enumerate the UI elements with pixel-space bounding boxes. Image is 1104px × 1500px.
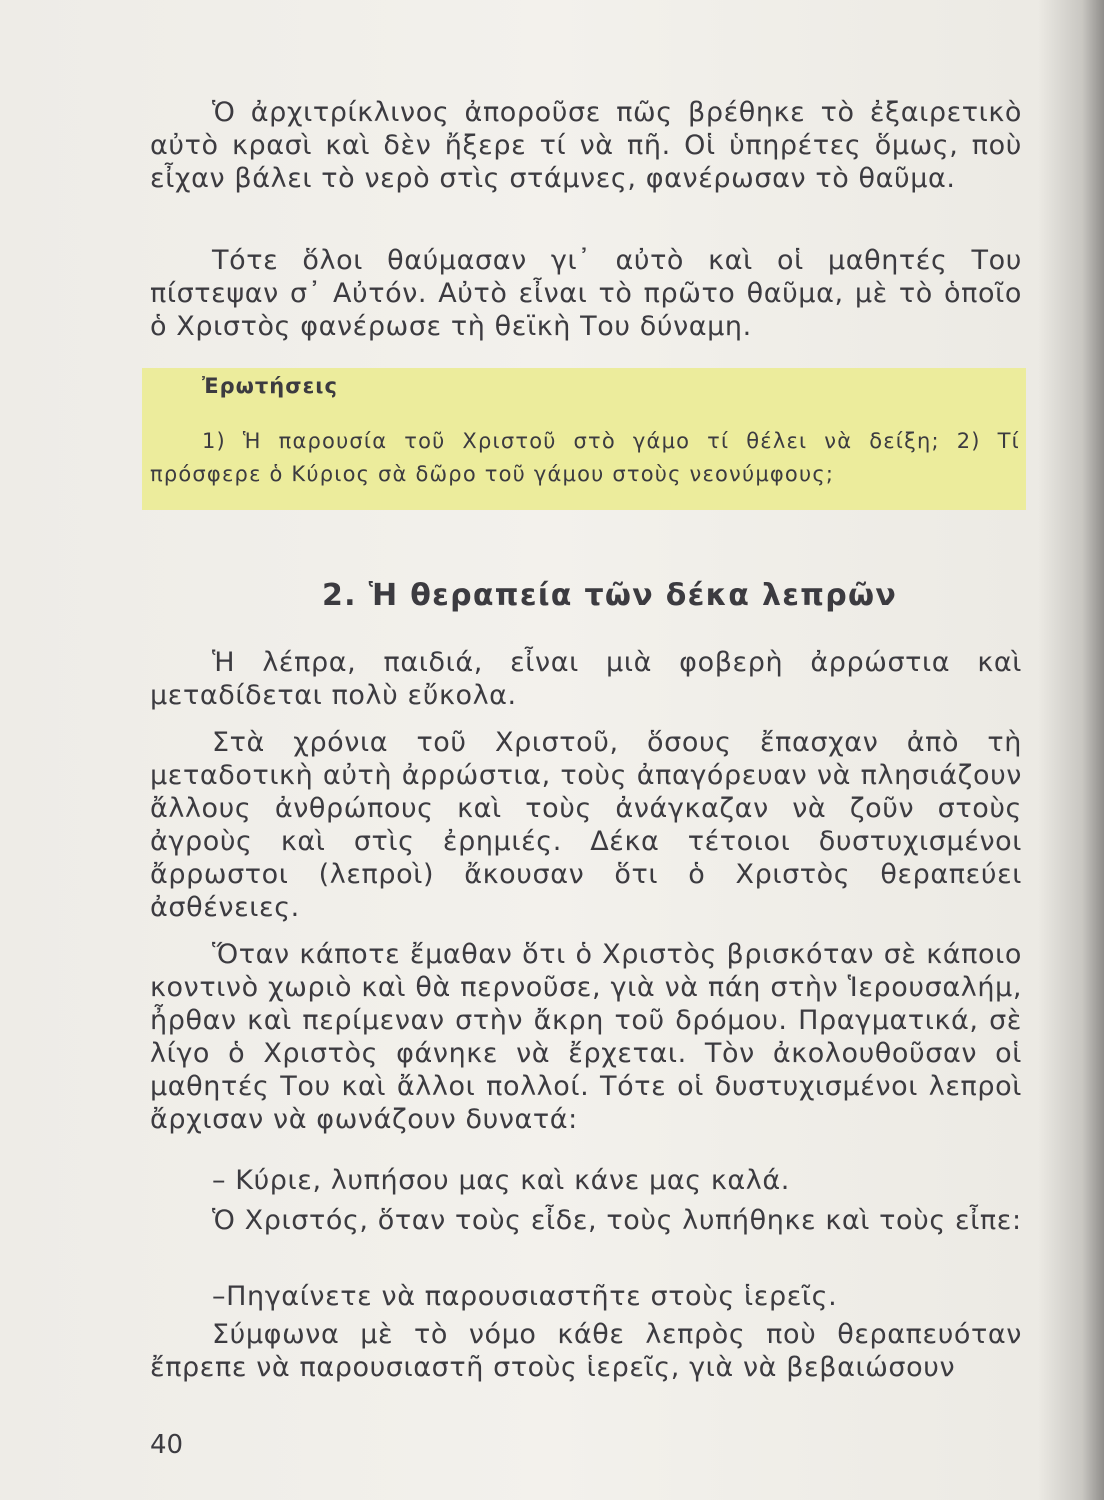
paragraph-lepers-waited: Ὅταν κάποτε ἔμαθαν ὅτι ὁ Χριστὸς βρισκόταν σὲ κάποιο κοντινὸ χωριὸ καὶ θὰ περνοῦσε, γιὰ νὰ πάη στὴν Ἱερουσαλήμ, ἦρθαν καὶ περίμεναν στὴν ἄκρη τοῦ δρόμου. Πραγματικά, σὲ λίγο ὁ Χριστὸς φάνηκε νὰ ἔρχεται. Τὸν ἀκολουθοῦσαν οἱ μαθητές Του καὶ ἄλλοι πολλοί. Τότε οἱ δυστυχισμένοι λεπροὶ ἄρχισαν νὰ φωνάζουν δυνατά:	[150, 939, 1022, 1135]
paragraph-law-of-lepers: Σύμφωνα μὲ τὸ νόμο κάθε λεπρὸς ποὺ θεραπευόταν ἔπρεπε νὰ παρουσιαστῆ στοὺς ἱερεῖς, γιὰ νὰ βεβαιώσουν	[150, 1319, 1022, 1383]
paragraph-leprosy-intro: Ἡ λέπρα, παιδιά, εἶναι μιὰ φοβερὴ ἀρρώστια καὶ μεταδίδεται πολὺ εὔκολα.	[150, 647, 1022, 711]
paragraph-go-to-priests: –Πηγαίνετε νὰ παρουσιαστῆτε στοὺς ἱερεῖς.	[212, 1281, 838, 1312]
questions-text: 1) Ἡ παρουσία τοῦ Χριστοῦ στὸ γάμο τί θέλει νὰ δείξη; 2) Τί πρόσφερε ὁ Κύριος σὰ δῶρο τοῦ γάμου στοὺς νεονύμφους;	[150, 429, 1020, 486]
paragraph-wine-wonder: Ὁ ἀρχιτρίκλινος ἀποροῦσε πῶς βρέθηκε τὸ ἐξαιρετικὸ αὐτὸ κρασὶ καὶ δὲν ἤξερε τί νὰ πῆ. Οἱ ὑπηρέτες ὅμως, ποὺ εἶχαν βάλει τὸ νερὸ στὶς στάμνες, φανέρωσαν τὸ θαῦμα.	[150, 97, 1022, 194]
questions-title: Ἐρωτήσεις	[202, 374, 338, 398]
paragraph-lepers-isolated: Στὰ χρόνια τοῦ Χριστοῦ, ὅσους ἔπασχαν ἀπὸ τὴ μεταδοτικὴ αὐτὴ ἀρρώστια, τοὺς ἀπαγόρευαν νὰ πλησιάζουν ἄλλους ἀνθρώπους καὶ τοὺς ἀνάγκαζαν νὰ ζοῦν στοὺς ἀγροὺς καὶ στὶς ἐρημιές. Δέκα τέτοιοι δυστυχισμένοι ἄρρωστοι (λεπροὶ) ἄκουσαν ὅτι ὁ Χριστὸς θεραπεύει ἀσθένειες.	[150, 727, 1022, 923]
page-number: 40	[150, 1430, 184, 1460]
section-title: 2. Ἡ θεραπεία τῶν δέκα λεπρῶν	[322, 578, 898, 613]
paragraph-christ-saw-them: Ὁ Χριστός, ὅταν τοὺς εἶδε, τοὺς λυπήθηκε καὶ τοὺς εἶπε:	[212, 1205, 1022, 1236]
paragraph-lepers-cry: – Κύριε, λυπήσου μας καὶ κάνε μας καλά.	[212, 1165, 790, 1196]
paragraph-disciples-believed: Τότε ὅλοι θαύμασαν γι᾽ αὐτὸ καὶ οἱ μαθητές Του πίστεψαν σ᾽ Αὐτόν. Αὐτὸ εἶναι τὸ πρῶτο θαῦμα, μὲ τὸ ὁποῖο ὁ Χριστὸς φανέρωσε τὴ θεϊκὴ Του δύναμη.	[150, 245, 1022, 342]
